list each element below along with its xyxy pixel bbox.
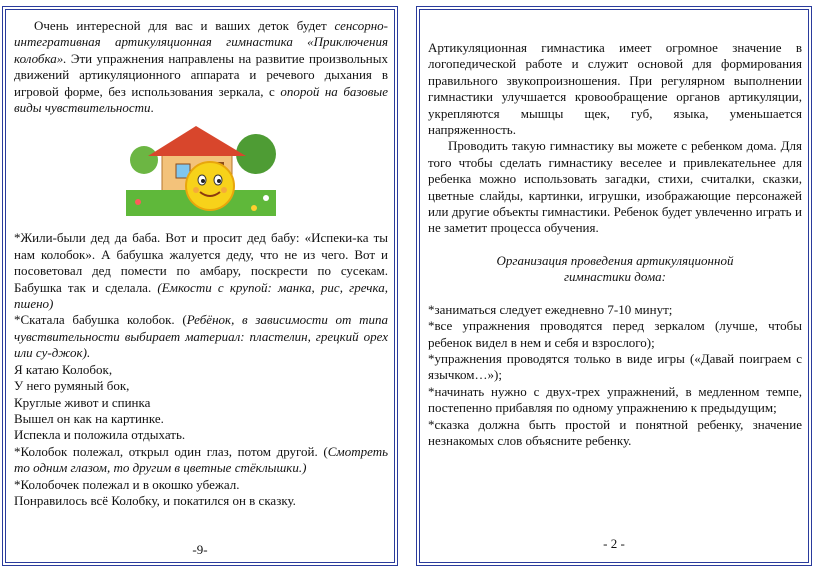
story-step-3	[14, 444, 388, 477]
poem-line: Я катаю Колобок,	[14, 361, 113, 377]
story-step-1-note: (Емкости с крупой: манка, рис, гречка, пшено)	[14, 279, 389, 312]
section-heading-line-2: гимнастики дома:	[563, 269, 666, 285]
page-left	[2, 6, 398, 566]
rule-item: *заниматься следует ежедневно 7-10 минут;	[428, 301, 673, 317]
intro-text-2: Эти упражнения направлены на развитие произвольных движений артикуляционного аппарата и речевого дыхания в игровой форме, без использования зеркала, с	[14, 50, 388, 99]
poem-line: У него румяный бок,	[14, 378, 130, 394]
poem-line: Испекла и положила отдыхать.	[14, 427, 186, 443]
intro-paragraph	[14, 18, 388, 116]
page-number-left: -9-	[192, 542, 208, 557]
story-step-3-text: *Колобок полежал, открыл один глаз, потом другой. (	[14, 443, 328, 459]
rule-item: *все упражнения проводятся перед зеркалом (лучше, чтобы ребенок видел в нем и себя и взрослого);	[428, 318, 802, 350]
right-content	[428, 40, 802, 449]
story-step-3-note: Смотреть то одним глазом, то другим в цветные стёклышки.)	[14, 443, 388, 476]
page-number-right: - 2 -	[603, 536, 625, 551]
story-step-1	[14, 230, 388, 312]
sun-face-icon	[186, 162, 234, 210]
story-step-2-text: *Скатала бабушка колобок. (	[14, 312, 187, 328]
poem-line: Вышел он как на картинке.	[14, 410, 164, 426]
left-content	[14, 18, 388, 509]
poem-line: Круглые живот и спинка	[14, 394, 151, 410]
story-step-2	[14, 312, 388, 361]
section-heading-line-1: Организация проведения артикуляционной	[496, 252, 734, 268]
sun-face-house-illustration	[126, 124, 276, 216]
intro-end: .	[150, 100, 154, 116]
rule-item: *упражнения проводятся только в виде игры («Давай поиграем с язычком…»);	[428, 350, 802, 383]
intro-text-1: Очень интересной для вас и ваших деток будет	[34, 18, 327, 33]
story-step-5: Понравилось всё Колобку, и покатился он в сказку.	[14, 492, 296, 508]
home-practice-paragraph: Проводить такую гимнастику вы можете с ребенком дома. Для того чтобы сделать гимнастику веселее и привлекательнее для ребенка можно использовать загадки, стихи, считалки, сказки, цветные слайды, картинки, игрушки, изображающие персонажей или другие объекты гимнастики. Ребенок будет увлеченно играть и не заметит процесса обучения.	[428, 138, 802, 236]
gymnastics-name: сенсорно-интегративная артикуляционная гимнастика «Приключения колобка».	[14, 18, 389, 66]
story-step-4: *Колобочек полежал и в окошко убежал.	[14, 476, 240, 492]
intro-support-text: опорой на базовые виды чувствительности	[14, 83, 388, 116]
story-step-2-note: Ребёнок, в зависимости от типа чувствительности выбирает материал: пластелин, грецкий орех или су-джок).	[14, 312, 388, 361]
page-right	[416, 6, 812, 566]
story-step-1-text: *Жили-были дед да баба. Вот и просит дед бабу: «Испеки-ка ты нам колобок». А бабушка жалуется деду, что не из чего. Вот и посоветовал дед помести по амбару, поскрести по сусекам. Бабушка так и сделала.	[14, 230, 388, 295]
importance-paragraph: Артикуляционная гимнастика имеет огромное значение в логопедической работе и служит основой для формирования правильного звукопроизношения. При регулярном выполнении гимнастики улучшается кровообращение органов артикуляции, укрепляются мышцы щек, губ, языка, уменьшается напряженность.	[428, 40, 802, 138]
rule-item: *сказка должна быть простой и понятной ребенку, значение незнакомых слов объясните ребенку.	[428, 416, 802, 448]
rule-item: *начинать нужно с двух-трех упражнений, в медленном темпе, постепенно прибавляя по одному упражнению к предыдущим;	[428, 383, 802, 416]
